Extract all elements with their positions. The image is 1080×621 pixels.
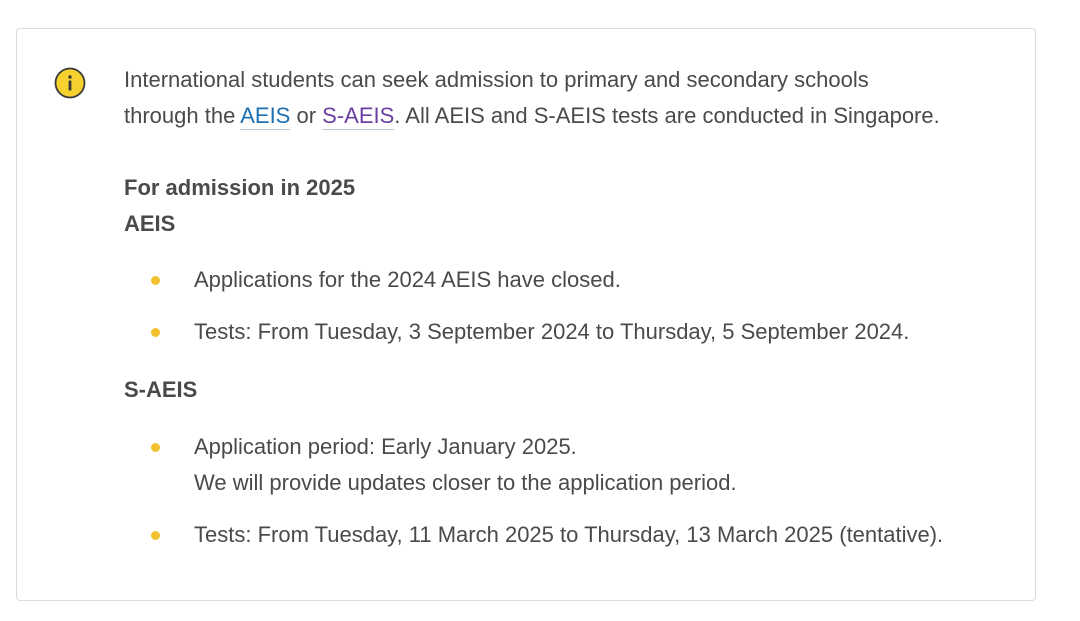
list-item-text: Application period: Early January 2025. <box>194 434 577 459</box>
list-item <box>124 262 1004 298</box>
aeis-heading: AEIS <box>124 211 176 236</box>
bullet-icon <box>151 328 160 337</box>
bullet-icon <box>151 531 160 540</box>
intro-paragraph <box>124 62 1004 134</box>
bullet-icon <box>151 276 160 285</box>
list-item-text: Tests: From Tuesday, 11 March 2025 to Thursday, 13 March 2025 (tentative). <box>194 522 944 547</box>
list-item-subtext: We will provide updates closer to the application period. <box>194 470 737 495</box>
saeis-link[interactable]: S-AEIS <box>322 103 395 128</box>
saeis-heading: S-AEIS <box>124 377 198 402</box>
intro-text-or: or <box>290 103 323 128</box>
bullet-icon <box>151 443 160 452</box>
list-item <box>124 429 1004 501</box>
notice-content <box>124 62 1004 553</box>
list-item-text: Tests: From Tuesday, 3 September 2024 to Thursday, 5 September 2024. <box>194 319 910 344</box>
info-icon <box>54 67 86 99</box>
intro-line-1: International students can seek admission to primary and secondary schools <box>124 67 869 92</box>
aeis-link[interactable]: AEIS <box>240 103 291 128</box>
intro-text-through: through the <box>124 103 241 128</box>
list-item-text: Applications for the 2024 AEIS have closed. <box>194 267 621 292</box>
aeis-list <box>124 262 1004 350</box>
intro-text-suffix: . All AEIS and S-AEIS tests are conducted in Singapore. <box>394 103 940 128</box>
intro-line-2 <box>124 98 1004 134</box>
saeis-list <box>124 429 1004 553</box>
admission-heading: For admission in 2025 <box>124 175 356 200</box>
list-item <box>124 517 1004 553</box>
list-item <box>124 314 1004 350</box>
